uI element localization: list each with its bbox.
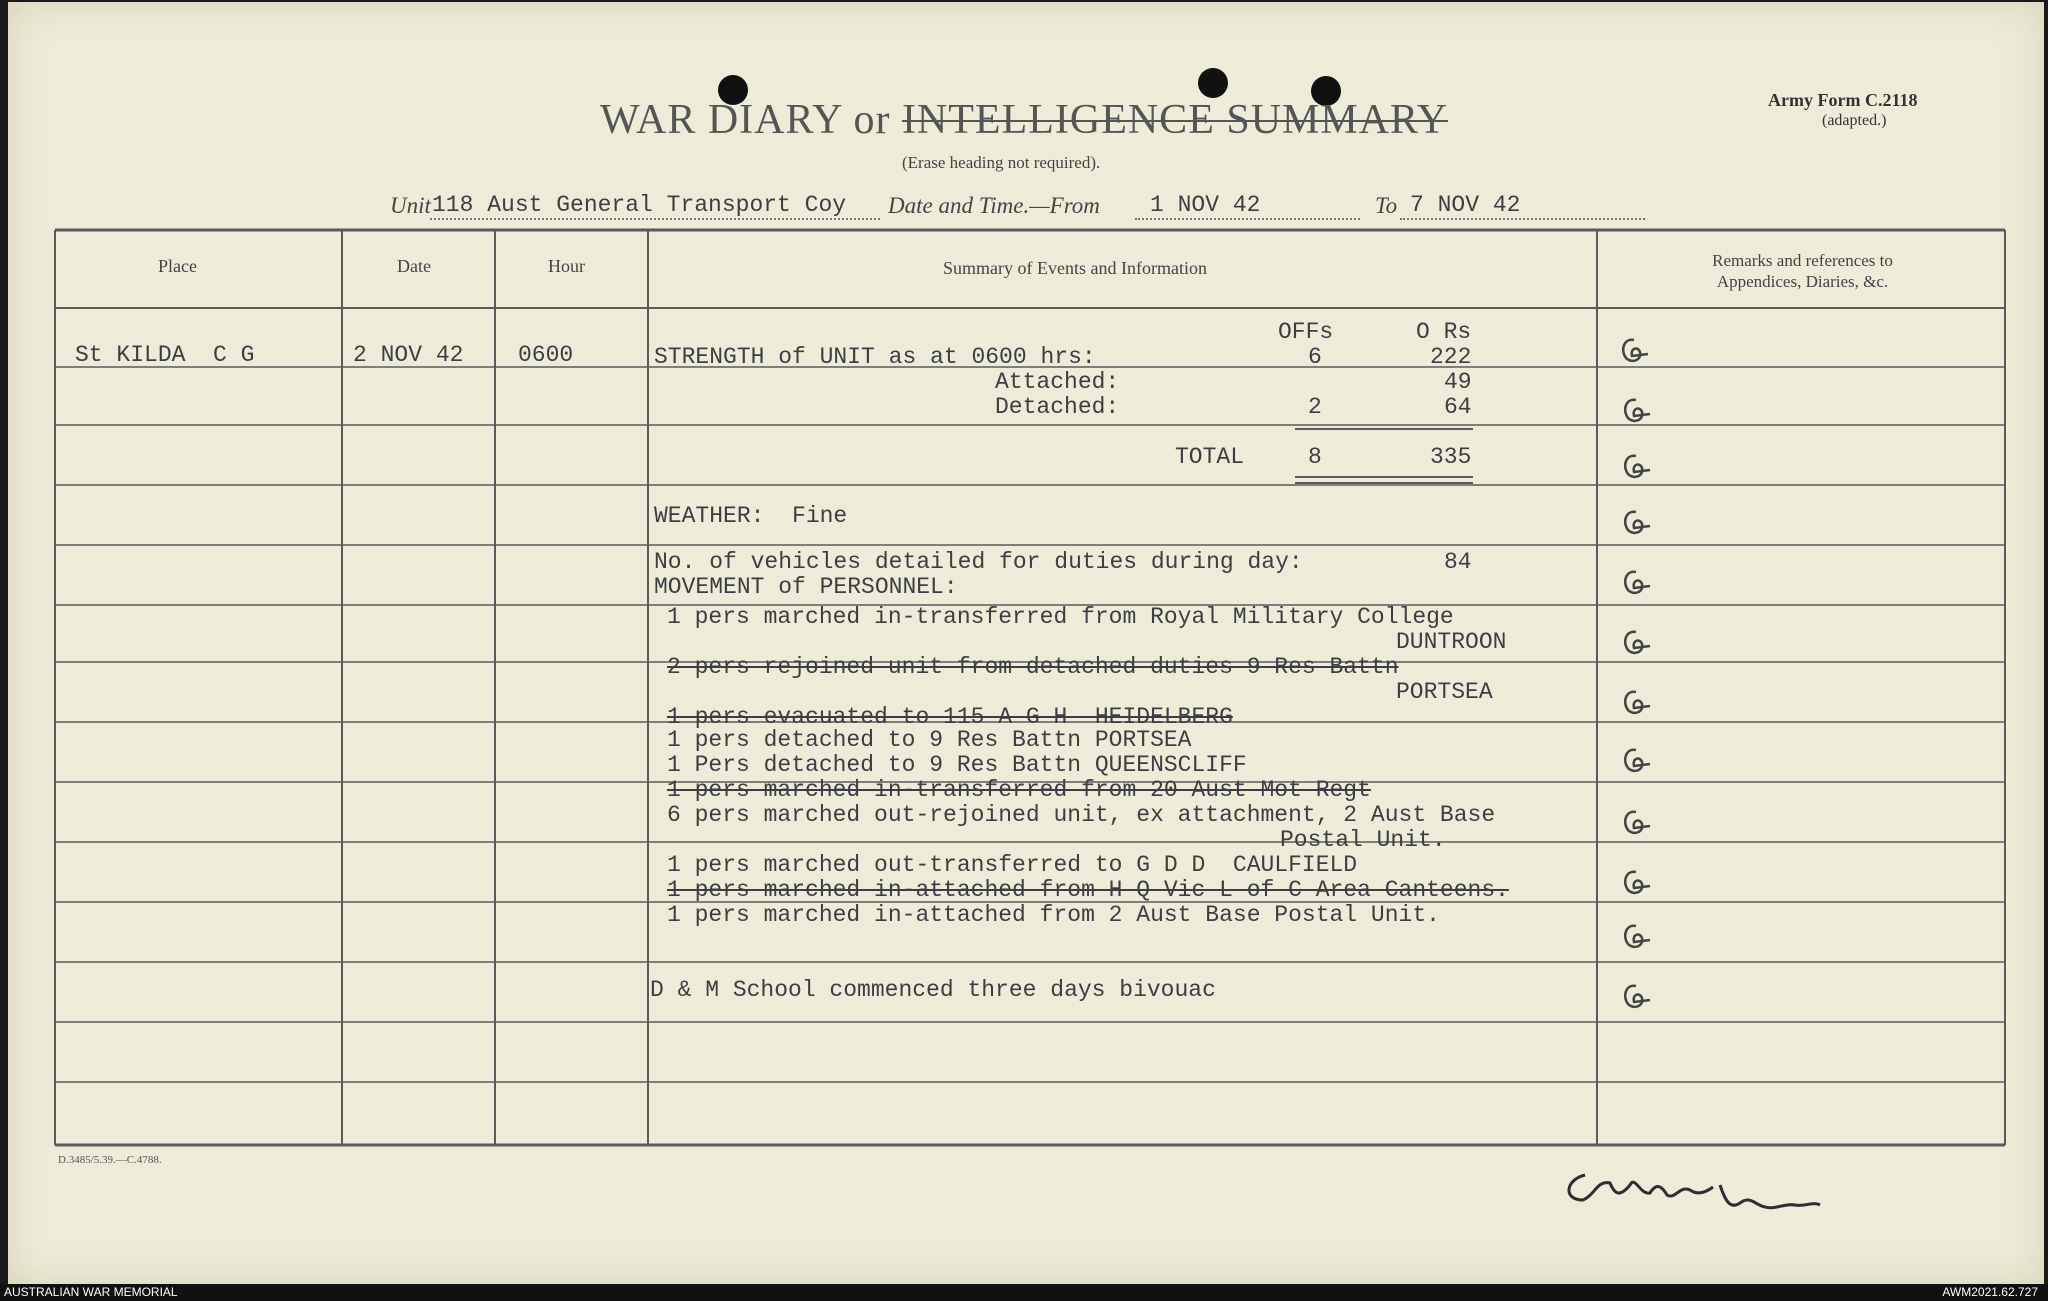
entry-hour: 0600 bbox=[518, 342, 574, 368]
from-date-value: 1 NOV 42 bbox=[1150, 192, 1261, 218]
strength-col-offs: OFFs bbox=[1278, 319, 1334, 345]
detached-ors: 64 bbox=[1444, 394, 1472, 420]
bivouac-entry: D & M School commenced three days bivouac bbox=[650, 977, 1216, 1003]
column-header-hour: Hour bbox=[548, 256, 585, 276]
army-form-number: Army Form C.2118 bbox=[1768, 90, 1918, 110]
archive-footer bbox=[0, 1284, 2048, 1301]
tick-mark-icon bbox=[1620, 982, 1656, 1014]
title-war-diary: WAR DIARY or bbox=[600, 97, 891, 143]
to-label: To bbox=[1375, 193, 1398, 218]
tick-mark-icon bbox=[1620, 746, 1656, 778]
movement-line: 1 pers marched out-transferred to G D D CAULFIELD bbox=[667, 852, 1358, 878]
strength-ors: 222 bbox=[1430, 344, 1472, 370]
tick-mark-icon bbox=[1620, 396, 1656, 428]
movement-line: 1 Pers detached to 9 Res Battn QUEENSCLIFF bbox=[667, 752, 1247, 778]
movement-line-struck: 1 pers marched in-attached from H Q Vic L of C Area Canteens. bbox=[667, 877, 1509, 903]
title-intelligence-summary-struck: INTELLIGENCE SUMMARY bbox=[901, 97, 1449, 143]
total-ors: 335 bbox=[1430, 444, 1472, 470]
vehicles-label: No. of vehicles detailed for duties during day: bbox=[654, 549, 1303, 575]
column-header-remarks bbox=[1600, 250, 2005, 292]
remarks-header-line1: Remarks and references to bbox=[1712, 251, 1893, 270]
column-header-summary: Summary of Events and Information bbox=[943, 258, 1207, 278]
army-form-adapted: (adapted.) bbox=[1822, 112, 1887, 129]
entry-date: 2 NOV 42 bbox=[353, 342, 464, 368]
entry-place: St KILDA C G bbox=[75, 342, 255, 368]
tick-mark-icon bbox=[1620, 808, 1656, 840]
archive-reference: AWM2021.62.727 bbox=[1942, 1285, 2038, 1299]
detached-label: Detached: bbox=[995, 394, 1120, 420]
movement-line-struck: 1 pers evacuated to 115 A G H HEIDELBERG bbox=[667, 704, 1233, 730]
to-date-value: 7 NOV 42 bbox=[1410, 192, 1521, 218]
print-code: D.3485/5.39.—C.4788. bbox=[58, 1154, 162, 1166]
unit-label: Unit bbox=[390, 193, 431, 218]
movement-heading: MOVEMENT of PERSONNEL: bbox=[654, 574, 958, 600]
tick-mark-icon bbox=[1620, 508, 1656, 540]
weather-entry: WEATHER: Fine bbox=[654, 503, 848, 529]
remarks-header-line2: Appendices, Diaries, &c. bbox=[1716, 272, 1889, 291]
strength-col-ors: O Rs bbox=[1416, 319, 1472, 345]
attached-label: Attached: bbox=[995, 369, 1120, 395]
attached-ors: 49 bbox=[1444, 369, 1472, 395]
vehicles-value: 84 bbox=[1444, 549, 1472, 575]
archive-name: AUSTRALIAN WAR MEMORIAL bbox=[4, 1285, 178, 1299]
tick-mark-icon bbox=[1618, 336, 1654, 368]
movement-line: PORTSEA bbox=[1396, 679, 1493, 705]
total-label: TOTAL bbox=[1175, 444, 1245, 470]
movement-line: 6 pers marched out-rejoined unit, ex attachment, 2 Aust Base bbox=[667, 802, 1496, 828]
movement-line-struck: 2 pers rejoined unit from detached duties 9 Res Battn bbox=[667, 654, 1399, 680]
movement-line: Postal Unit. bbox=[1280, 827, 1446, 853]
erase-note: (Erase heading not required). bbox=[902, 153, 1101, 172]
total-offs: 8 bbox=[1308, 444, 1322, 470]
tick-mark-icon bbox=[1620, 922, 1656, 954]
tick-mark-icon bbox=[1620, 628, 1656, 660]
unit-value: 118 Aust General Transport Coy bbox=[432, 192, 847, 218]
strength-label: STRENGTH of UNIT as at 0600 hrs: bbox=[654, 344, 1096, 370]
tick-mark-icon bbox=[1620, 568, 1656, 600]
column-header-date: Date bbox=[397, 256, 431, 276]
strength-offs: 6 bbox=[1308, 344, 1322, 370]
signature-scribble bbox=[1555, 1155, 1865, 1225]
movement-line: 1 pers marched in-transferred from Royal Military College bbox=[667, 604, 1454, 630]
movement-line: 1 pers detached to 9 Res Battn PORTSEA bbox=[667, 727, 1192, 753]
detached-offs: 2 bbox=[1308, 394, 1322, 420]
movement-line: 1 pers marched in-attached from 2 Aust Base Postal Unit. bbox=[667, 902, 1440, 928]
movement-line: DUNTROON bbox=[1396, 629, 1507, 655]
tick-mark-icon bbox=[1620, 868, 1656, 900]
date-time-label: Date and Time.—From bbox=[888, 193, 1100, 218]
tick-mark-icon bbox=[1620, 452, 1656, 484]
tick-mark-icon bbox=[1620, 688, 1656, 720]
movement-line-struck: 1 pers marched in-transferred from 20 Aust Mot Regt bbox=[667, 777, 1371, 803]
column-header-place: Place bbox=[158, 256, 197, 276]
